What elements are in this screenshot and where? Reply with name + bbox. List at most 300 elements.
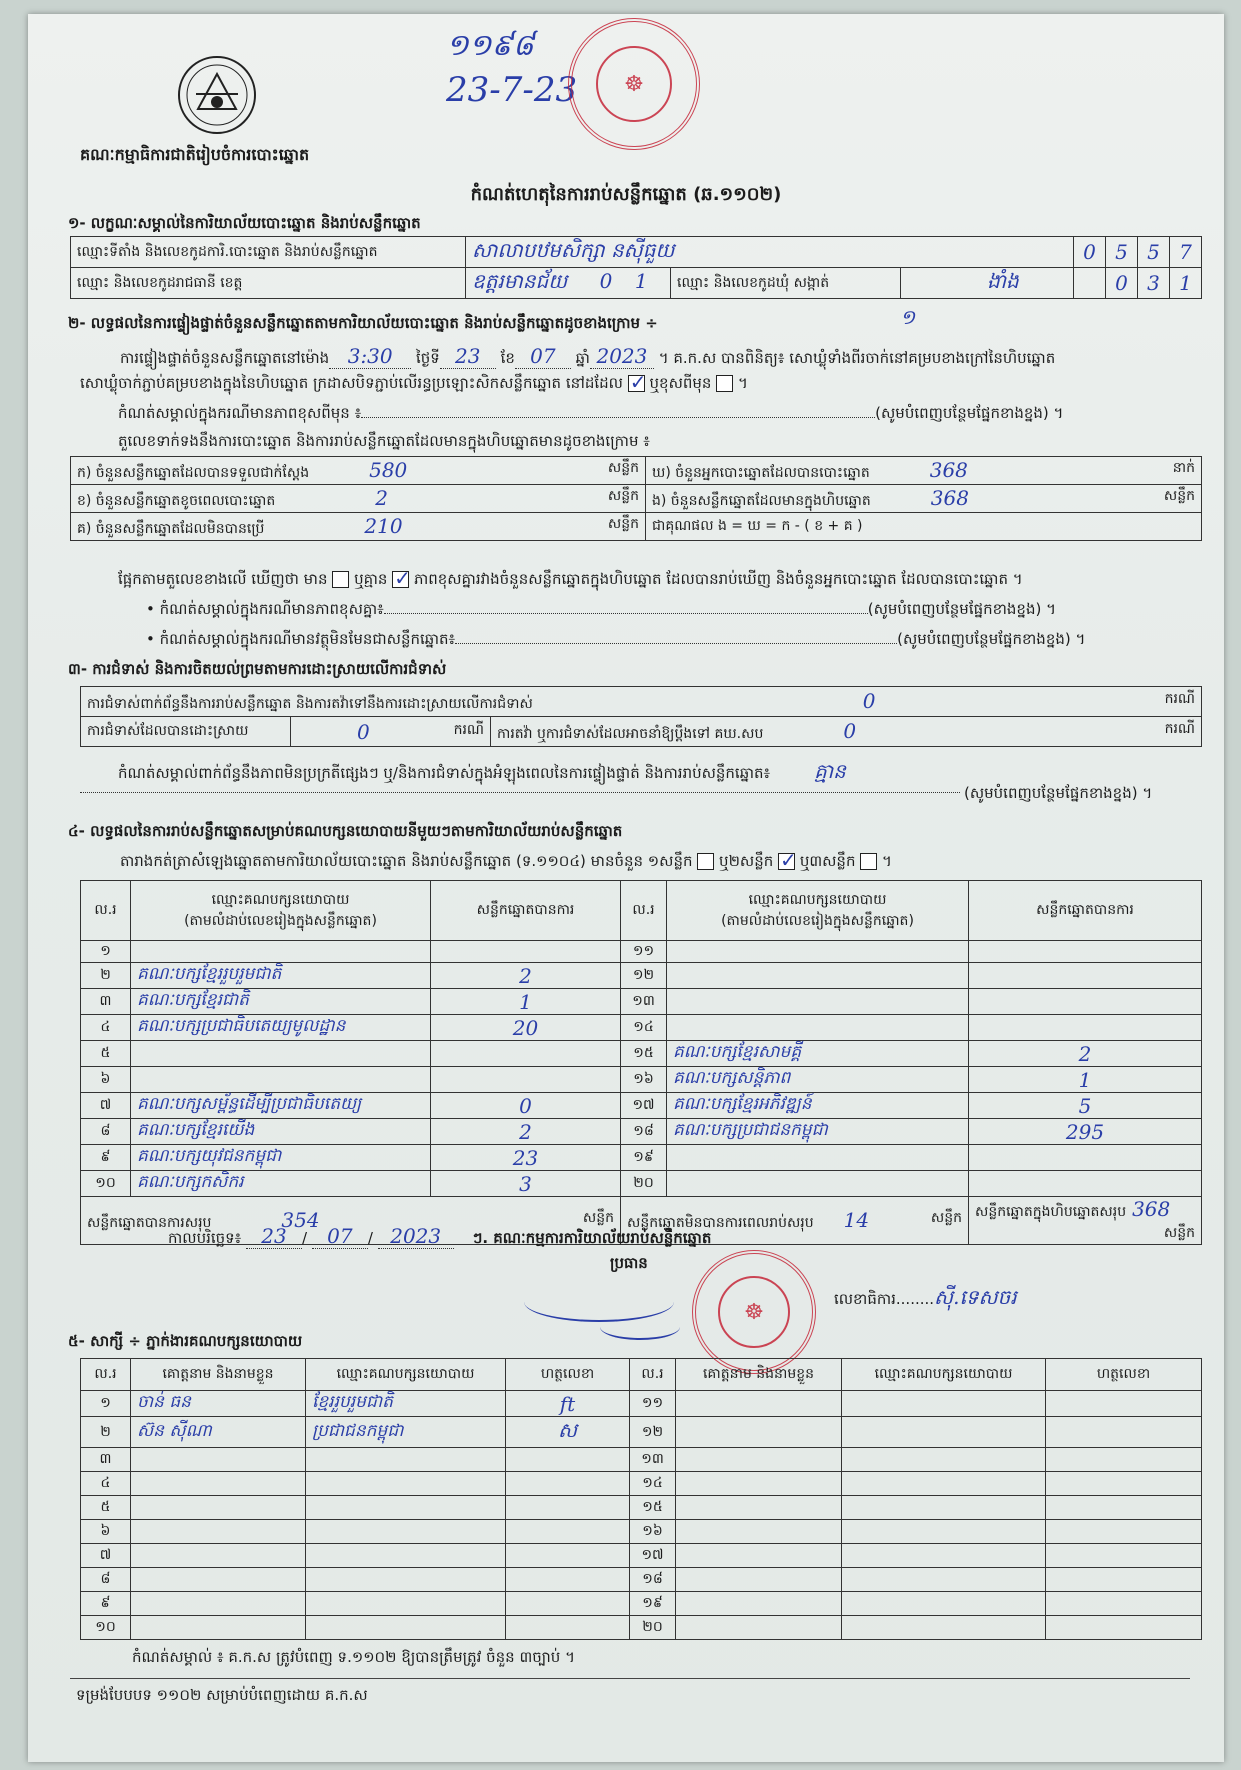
- witness-name-empty: [676, 1448, 842, 1472]
- witness-sign-empty: [1046, 1520, 1202, 1544]
- verify-day-label: ថ្ងៃទី: [415, 349, 440, 367]
- witness-sign-empty: [1046, 1592, 1202, 1616]
- witness-no: ៣: [81, 1448, 131, 1472]
- party-name: [667, 1015, 969, 1041]
- witness-sign-empty: [506, 1448, 630, 1472]
- witness-no: ៩: [81, 1592, 131, 1616]
- witness-row: [81, 1448, 1202, 1472]
- witness-party-empty: [306, 1544, 506, 1568]
- verification-line1: [120, 344, 1055, 371]
- col-no-left: ល.រ: [81, 881, 131, 941]
- row-no: ១៧: [621, 1093, 667, 1119]
- party-name: គណៈបក្សខ្មែរអភិវឌ្ឍន៍: [667, 1093, 969, 1119]
- witness-col-no-2: ល.រ: [630, 1359, 676, 1391]
- commune-label: ឈ្មោះ និងលេខកូដឃុំ សង្កាត់: [671, 268, 901, 299]
- ref-number: ១១៩៨: [446, 28, 534, 63]
- witness-party-empty: [842, 1496, 1046, 1520]
- witness-sign-empty: [506, 1496, 630, 1520]
- party-votes: 2: [969, 1041, 1202, 1067]
- total-valid-value: 354: [281, 1207, 320, 1232]
- section5-heading: ៥- សាក្សី ÷ ភ្នាក់ងារគណបក្សនយោបាយ: [68, 1332, 303, 1350]
- witness-party-empty: [306, 1520, 506, 1544]
- witness-name-empty: [131, 1520, 306, 1544]
- compare-none-label: ឬគ្មាន: [354, 570, 388, 588]
- date-year: 2023: [378, 1224, 454, 1249]
- two-sheets-label: ឬ២សន្លឹក: [719, 852, 774, 870]
- appeal-label: ការតវ៉ា ឬការជំទាស់ដែលអាចនាំឱ្យប្តឹងទៅ គឃ.សប: [497, 725, 764, 742]
- province-value: ឧត្តរមានជ័យ: [472, 269, 568, 293]
- table-row: [81, 1041, 1202, 1067]
- commune-value-cell: [901, 268, 1074, 299]
- witness-no: ៤: [81, 1472, 131, 1496]
- party-votes: [969, 1145, 1202, 1171]
- party-name: គណៈបក្សសន្តិភាព: [667, 1067, 969, 1093]
- col-party-right-sub: (តាមលំដាប់លេខរៀងក្នុងសន្លឹកឆ្នោត): [721, 912, 914, 929]
- witness-sign-empty: [506, 1520, 630, 1544]
- chair-label: ប្រធាន: [610, 1254, 648, 1272]
- row-no: ១៦: [621, 1067, 667, 1093]
- total-invalid-label: សន្លឹកឆ្នោតមិនបានការពេលរាប់សរុប: [627, 1214, 814, 1231]
- party-name: [131, 1067, 431, 1093]
- witness-signature: ស: [506, 1417, 630, 1448]
- changed-checkbox[interactable]: [716, 375, 733, 392]
- total-valid-label: សន្លឹកឆ្នោតបានការសរុប: [87, 1214, 212, 1231]
- location-code-1: 0: [1074, 237, 1106, 268]
- appeal-value: 0: [843, 718, 857, 743]
- row-no: ២: [81, 963, 131, 989]
- compare-has-label: ផ្អែកតាមតួលេខខាងលើ ឃើញថា មាន: [118, 570, 328, 588]
- verify-year-label: ឆ្នាំ: [575, 349, 590, 367]
- secretary-label: លេខាធិការ: [834, 1290, 896, 1308]
- witness-party: ខ្មែររួបរួមជាតិ: [306, 1391, 506, 1417]
- ref-date: 23-7-23: [446, 70, 578, 110]
- witness-row: [81, 1544, 1202, 1568]
- count-row-d: [646, 457, 1202, 485]
- witness-name-empty: [676, 1391, 842, 1417]
- witness-no: ១៣: [630, 1448, 676, 1472]
- stamp-center-icon-2: ☸: [718, 1276, 790, 1348]
- party-name: [667, 1171, 969, 1197]
- count-label-a: ក) ចំនួនសន្លឹកឆ្នោតដែលបានទទួលជាក់ស្តែង: [77, 464, 310, 481]
- verify-month: 07: [515, 344, 571, 369]
- irregularity-note-line: [118, 758, 846, 788]
- witness-row: [81, 1391, 1202, 1417]
- three-sheets-checkbox[interactable]: [860, 853, 877, 870]
- witness-sign-empty: [1046, 1472, 1202, 1496]
- table-row: [81, 1093, 1202, 1119]
- witness-sign-empty: [506, 1472, 630, 1496]
- witness-name-empty: [676, 1417, 842, 1448]
- commune-value: ងាំង: [987, 269, 1019, 293]
- appeal-cell: [491, 717, 1202, 747]
- witness-name-empty: [131, 1568, 306, 1592]
- fill-hint-2: (សូមបំពេញបន្ថែមផ្នែកខាងខ្នង) ។: [867, 600, 1056, 618]
- witness-no: ១៩: [630, 1592, 676, 1616]
- count-row-c: [71, 513, 646, 541]
- party-votes: 5: [969, 1093, 1202, 1119]
- count-value-a: 580: [369, 457, 408, 482]
- party-name: គណៈបក្សយុវជនកម្ពុជា: [131, 1145, 431, 1171]
- objection-table: [80, 686, 1202, 747]
- witness-name-empty: [131, 1616, 306, 1640]
- party-name: [131, 941, 431, 963]
- witness-sign-empty: [1046, 1496, 1202, 1520]
- seal-status-text: សោឃ្លុំចាក់ភ្ជាប់គម្របខាងក្នុងនៃហិបឆ្នោត ក្រដាសបិទភ្ជាប់លើរន្ធប្រឡោះសិកសន្លឹកឆ្នោត នៅដដែល: [80, 374, 623, 392]
- witness-party-empty: [842, 1592, 1046, 1616]
- count-label-b: ខ) ចំនួនសន្លឹកឆ្នោតខូចពេលបោះឆ្នោត: [77, 492, 276, 509]
- secretary-line: លេខាធិការ........ស៊ី.ទេសចរ: [834, 1285, 1017, 1309]
- party-name: [667, 941, 969, 963]
- witness-row: [81, 1520, 1202, 1544]
- col-party-left: [131, 881, 431, 941]
- col-votes-left: សន្លឹកឆ្នោតបានការ: [431, 881, 621, 941]
- party-name: គណៈបក្សខ្មែរជាតិ: [131, 989, 431, 1015]
- witness-no: ៦: [81, 1520, 131, 1544]
- witness-name-empty: [676, 1520, 842, 1544]
- difference-note-line: [118, 404, 1063, 426]
- count-row-e: [646, 485, 1202, 513]
- total-box-unit: សន្លឹក: [1163, 1225, 1195, 1241]
- witness-party-empty: [842, 1544, 1046, 1568]
- witness-no: ១៨: [630, 1568, 676, 1592]
- witness-row: [81, 1496, 1202, 1520]
- party-votes: [431, 941, 621, 963]
- witness-no: ៨: [81, 1568, 131, 1592]
- witness-sign-empty: [1046, 1616, 1202, 1640]
- party-votes: [969, 989, 1202, 1015]
- table-row: [81, 1067, 1202, 1093]
- row-no: ៩: [81, 1145, 131, 1171]
- objection-label: ការជំទាស់ពាក់ព័ន្ធនឹងការរាប់សន្លឹកឆ្នោត និងការតវ៉ាទៅនឹងការដោះស្រាយលើការជំទាស់: [87, 695, 533, 712]
- party-name: [667, 989, 969, 1015]
- witness-col-sign: ហត្ថលេខា: [506, 1359, 630, 1391]
- witness-party-empty: [842, 1417, 1046, 1448]
- col-party-right: [667, 881, 969, 941]
- table-row: [81, 1145, 1202, 1171]
- witness-signature: ft: [506, 1391, 630, 1417]
- verify-time-label: ការផ្ទៀងផ្ទាត់ចំនួនសន្លឹកឆ្នោតនៅម៉ោង: [120, 349, 330, 367]
- party-votes: [969, 941, 1202, 963]
- row-no: ១៤: [621, 1015, 667, 1041]
- section1-table: [70, 236, 1202, 299]
- party-votes: [969, 1171, 1202, 1197]
- stamp-center-icon: ☸: [596, 46, 673, 123]
- date-day: 23: [246, 1224, 302, 1249]
- commune-code-3: 1: [1170, 268, 1202, 299]
- party-name: គណៈបក្សកសិករ: [131, 1171, 431, 1197]
- witness-party-empty: [842, 1472, 1046, 1496]
- witness-party-empty: [306, 1472, 506, 1496]
- party-name: គណៈបក្សខ្មែររួបរួមជាតិ: [131, 963, 431, 989]
- location-label: ឈ្មោះទីតាំង និងលេខកូដការិ.បោះឆ្នោត និងរាប់សន្លឹកឆ្នោត: [71, 237, 466, 268]
- witness-col-no: ល.រ: [81, 1359, 131, 1391]
- witness-party: ប្រជាជនកម្ពុជា: [306, 1417, 506, 1448]
- verify-month-label: ខែ: [500, 349, 515, 367]
- difference-note-label: កំណត់សម្គាល់ក្នុងករណីមានភាពខុសពីមុន ៖: [118, 404, 362, 422]
- numbers-intro: តួលេខទាក់ទងនឹងការបោះឆ្នោត និងការរាប់សន្លឹកឆ្នោតដែលមានក្នុងហិបឆ្នោតមានដូចខាងក្រោម ៖: [118, 432, 650, 450]
- party-votes: 23: [431, 1145, 621, 1171]
- witness-name-empty: [676, 1568, 842, 1592]
- party-results-table: [80, 880, 1202, 1245]
- col-party-left-title: ឈ្មោះគណបក្សនយោបាយ: [211, 891, 350, 908]
- witness-party-empty: [842, 1448, 1046, 1472]
- party-name: [131, 1041, 431, 1067]
- one-sheet-checkbox[interactable]: [697, 853, 714, 870]
- bullet1-label: • កំណត់សម្គាល់ក្នុងករណីមានភាពខុសគ្នា៖: [146, 600, 384, 618]
- same-as-before-checkbox[interactable]: [628, 375, 645, 392]
- witness-sign-empty: [1046, 1544, 1202, 1568]
- col-party-left-sub: (តាមលំដាប់លេខរៀងក្នុងសន្លឹកឆ្នោត): [184, 912, 377, 929]
- location-value: សាលាបឋមសិក្សា នស៊ីធួយ: [472, 238, 675, 262]
- row-no: ១៥: [621, 1041, 667, 1067]
- section2-heading-value: ១: [900, 305, 916, 329]
- witness-party-empty: [306, 1448, 506, 1472]
- province-value-cell: [466, 268, 671, 299]
- witness-name-empty: [676, 1616, 842, 1640]
- count-unit-a: សន្លឹក: [607, 459, 639, 476]
- two-sheets-checkbox[interactable]: [778, 853, 795, 870]
- witness-col-name: គោត្តនាម និងនាមខ្លួន: [131, 1359, 306, 1391]
- row-no: ១៣: [621, 989, 667, 1015]
- party-name: គណៈបក្សប្រជាធិបតេយ្យមូលដ្ឋាន: [131, 1015, 431, 1041]
- party-name: [667, 1145, 969, 1171]
- witness-sign-empty: [506, 1616, 630, 1640]
- committee-name: គណៈកម្មាធិការជាតិរៀបចំការបោះឆ្នោត: [80, 145, 310, 164]
- party-name: គណៈបក្សសម្ព័ន្ធដើម្បីប្រជាធិបតេយ្យ: [131, 1093, 431, 1119]
- witness-sign-empty: [506, 1592, 630, 1616]
- irregularity-extra-line[interactable]: [80, 792, 960, 793]
- witness-name-empty: [131, 1592, 306, 1616]
- secretary-name: ស៊ី.ទេសចរ: [934, 1285, 1017, 1309]
- witness-name-empty: [676, 1472, 842, 1496]
- witness-sign-empty: [1046, 1391, 1202, 1417]
- party-votes: 20: [431, 1015, 621, 1041]
- row-no: ៨: [81, 1119, 131, 1145]
- row-no: ១០: [81, 1171, 131, 1197]
- party-name: គណៈបក្សខ្មែរសាមគ្គី: [667, 1041, 969, 1067]
- row-no: ១៨: [621, 1119, 667, 1145]
- witness-party-empty: [306, 1616, 506, 1640]
- witness-sign-empty: [506, 1544, 630, 1568]
- official-stamp-top: [568, 18, 700, 150]
- row-no: ៥: [81, 1041, 131, 1067]
- objection-value: 0: [862, 688, 876, 713]
- commune-code-2: 3: [1138, 268, 1170, 299]
- party-votes: 1: [969, 1067, 1202, 1093]
- sheet-count-label: តារាងកត់ត្រាសំឡេងឆ្នោតតាមការិយាល័យបោះឆ្នោត និងរាប់សន្លឹកឆ្នោត (ទ.១១០៤) មានចំនួន ១សន្លឹក: [120, 852, 693, 870]
- witness-no: ១១: [630, 1391, 676, 1417]
- irregularity-note-label: កំណត់សម្គាល់ពាក់ព័ន្ធនឹងភាពមិនប្រក្រតីផ្សេងៗ ឬ/និងការជំទាស់ក្នុងអំឡុងពេលនៃការផ្ទៀងផ្ទាត់ និងការរាប់សន្លឹកឆ្នោត៖: [118, 764, 771, 782]
- witness-no: ២: [81, 1417, 131, 1448]
- table-row: [81, 1015, 1202, 1041]
- party-votes: 295: [969, 1119, 1202, 1145]
- form-type-note: ទម្រង់បែបបទ ១១០២ សម្រាប់បំពេញដោយ គ.ក.ស: [76, 1686, 368, 1704]
- bullet1-field[interactable]: [384, 613, 868, 614]
- witness-party-empty: [842, 1568, 1046, 1592]
- witness-row: [81, 1616, 1202, 1640]
- party-votes: 2: [431, 963, 621, 989]
- row-no: ១៩: [621, 1145, 667, 1171]
- row-no: ៤: [81, 1015, 131, 1041]
- table-row: [81, 989, 1202, 1015]
- appeal-unit: ករណី: [1164, 720, 1195, 737]
- party-votes: 3: [431, 1171, 621, 1197]
- witness-no: ៧: [81, 1544, 131, 1568]
- party-votes: 1: [431, 989, 621, 1015]
- fill-hint-3: (សូមបំពេញបន្ថែមផ្នែកខាងខ្នង) ។: [897, 630, 1086, 648]
- irregularity-note-value: គ្មាន: [814, 759, 846, 783]
- counting-committee-label: ៗ. គណៈកម្មការការិយាល័យរាប់សន្លឹកឆ្នោត: [472, 1229, 712, 1247]
- row-no: ២០: [621, 1171, 667, 1197]
- witness-name-empty: [676, 1592, 842, 1616]
- bullet2-label: • កំណត់សម្គាល់ក្នុងករណីមានវត្ថុមិនមែនជាសន្លឹកឆ្នោត៖: [146, 630, 456, 648]
- witness-party-empty: [306, 1568, 506, 1592]
- verify-check-text: ។ គ.ក.ស បានពិនិត្យ៖ សោឃ្លុំទាំងពីរចាក់នៅគម្របខាងក្រៅនៃហិបឆ្នោត: [658, 349, 1056, 367]
- province-code-1: 0: [599, 269, 613, 293]
- table-row: [81, 1119, 1202, 1145]
- ballot-count-table: [70, 456, 1202, 541]
- objection-row1: [81, 687, 1202, 717]
- count-formula: ជាគុណផល ង = ឃ = ក - ( ខ + គ ): [646, 513, 1202, 541]
- col-party-right-title: ឈ្មោះគណបក្សនយោបាយ: [748, 891, 887, 908]
- col-votes-right: សន្លឹកឆ្នោតបានការ: [969, 881, 1202, 941]
- witness-name: ចាន់ ធន: [131, 1391, 306, 1417]
- fill-hint-4: (សូមបំពេញបន្ថែមផ្នែកខាងខ្នង) ។: [964, 784, 1153, 802]
- total-box-value: 368: [1132, 1197, 1171, 1221]
- row-no: ៦: [81, 1067, 131, 1093]
- sheet-count-line: តារាងកត់ត្រាសំឡេងឆ្នោតតាមការិយាល័យបោះឆ្នោត និងរាប់សន្លឹកឆ្នោត (ទ.១១០៤) មានចំនួន ១សន្លឹក ឬ២សន្លឹក ✓ ឬ៣សន្លឹក ។: [120, 852, 892, 874]
- official-stamp-bottom: [692, 1250, 816, 1374]
- three-sheets-label: ឬ៣សន្លឹក: [799, 852, 856, 870]
- witness-no: ១៦: [630, 1520, 676, 1544]
- party-votes: 2: [431, 1119, 621, 1145]
- total-invalid-value: 14: [843, 1207, 870, 1232]
- witness-party-empty: [842, 1391, 1046, 1417]
- witness-no: ៥: [81, 1496, 131, 1520]
- party-votes: [431, 1067, 621, 1093]
- verify-year: 2023: [590, 344, 654, 369]
- province-label: ឈ្មោះ និងលេខកូដរាជធានី ខេត្ត: [71, 268, 466, 299]
- witness-name-empty: [131, 1472, 306, 1496]
- date-line: កាលបរិច្ឆេទ៖ 23 / 07 / 2023 ៗ. គណៈកម្មការការិយាល័យរាប់សន្លឹកឆ្នោត: [168, 1224, 712, 1248]
- compare-description: ភាពខុសគ្នារវាងចំនួនសន្លឹកឆ្នោតក្នុងហិបឆ្នោត ដែលបានរាប់ឃើញ និងចំនួនអ្នកបោះឆ្នោត ដែលបានបោះឆ្នោត ។: [413, 570, 1023, 588]
- date-month: 07: [312, 1224, 368, 1249]
- count-unit-e: សន្លឹក: [1163, 487, 1195, 504]
- location-code-2: 5: [1106, 237, 1138, 268]
- commune-code-1: 0: [1106, 268, 1138, 299]
- row-no: ១១: [621, 941, 667, 963]
- commune-code-blank: [1074, 268, 1106, 299]
- witness-party-empty: [842, 1616, 1046, 1640]
- count-unit-d: នាក់: [1172, 459, 1195, 476]
- witness-col-name-2: គោត្តនាម និងនាមខ្លួន: [676, 1359, 842, 1391]
- has-difference-checkbox[interactable]: [332, 571, 349, 588]
- objection-unit: ករណី: [1164, 690, 1195, 707]
- party-name: គណៈបក្សប្រជាជនកម្ពុជា: [667, 1119, 969, 1145]
- resolved-label: ការជំទាស់ដែលបានដោះស្រាយ: [81, 717, 291, 747]
- witness-name-empty: [676, 1544, 842, 1568]
- chair-signature-2: [600, 1314, 680, 1340]
- witness-col-party: ឈ្មោះគណបក្សនយោបាយ: [306, 1359, 506, 1391]
- witness-row: [81, 1417, 1202, 1448]
- row-no: ១២: [621, 963, 667, 989]
- party-name: [667, 963, 969, 989]
- party-votes: 0: [431, 1093, 621, 1119]
- location-code-3: 5: [1138, 237, 1170, 268]
- witness-party-empty: [842, 1520, 1046, 1544]
- election-form-page: [28, 14, 1224, 1762]
- count-row-b: [71, 485, 646, 513]
- witness-no: ១០: [81, 1616, 131, 1640]
- party-votes: [969, 1015, 1202, 1041]
- bullet2-field[interactable]: [455, 643, 897, 644]
- count-label-e: ង) ចំនួនសន្លឹកឆ្នោតដែលមានក្នុងហិបឆ្នោត: [652, 492, 871, 509]
- nec-emblem-icon: [176, 54, 258, 136]
- row-no: ៣: [81, 989, 131, 1015]
- section3-heading: ៣- ការជំទាស់ និងការចិតយល់ព្រមតាមការដោះស្រាយលើការជំទាស់: [68, 660, 447, 678]
- count-row-a: [71, 457, 646, 485]
- count-value-b: 2: [375, 485, 388, 510]
- witness-no: ១៤: [630, 1472, 676, 1496]
- province-code-2: 1: [634, 269, 648, 293]
- table-row: [81, 963, 1202, 989]
- party-name: គណៈបក្សខ្មែរយើង: [131, 1119, 431, 1145]
- changed-label: ឬខុសពីមុន: [649, 374, 712, 392]
- no-difference-checkbox[interactable]: [392, 571, 409, 588]
- witness-no: ១៧: [630, 1544, 676, 1568]
- bullet2-line: [146, 630, 1085, 652]
- witness-sign-empty: [1046, 1417, 1202, 1448]
- resolved-value: 0: [357, 719, 370, 744]
- total-box-label: សន្លឹកឆ្នោតក្នុងហិបឆ្នោតសរុប: [975, 1204, 1127, 1220]
- footer-note: កំណត់សម្គាល់ ៖ គ.ក.ស ត្រូវបំពេញ ទ.១១០២ ឱ្យបានត្រឹមត្រូវ ចំនួន ៣ច្បាប់ ។: [132, 1648, 575, 1666]
- count-value-d: 368: [929, 457, 968, 482]
- witness-name-empty: [676, 1496, 842, 1520]
- resolved-unit: ករណី: [453, 721, 484, 738]
- witness-row: [81, 1472, 1202, 1496]
- fill-hint-1: (សូមបំពេញបន្ថែមផ្នែកខាងខ្នង) ។: [875, 404, 1064, 422]
- witness-col-sign-2: ហត្ថលេខា: [1046, 1359, 1202, 1391]
- witness-name: ស៊ន ស៊ីណា: [131, 1417, 306, 1448]
- witness-party-empty: [306, 1496, 506, 1520]
- witness-no: ១៥: [630, 1496, 676, 1520]
- difference-note-field[interactable]: [361, 417, 875, 418]
- section2-heading: ២- លទ្ធផលនៃការផ្ទៀងផ្ទាត់ចំនួនសន្លឹកឆ្នោតតាមការិយាល័យបោះឆ្នោត និងរាប់សន្លឹកឆ្នោតដូចខាងក្រោម ÷: [68, 314, 658, 332]
- footer-divider: [70, 1678, 1190, 1679]
- witness-table: [80, 1358, 1202, 1640]
- party-votes: [431, 1041, 621, 1067]
- count-value-e: 368: [930, 485, 969, 510]
- party-votes: [969, 963, 1202, 989]
- row-no: ១: [81, 941, 131, 963]
- witness-row: [81, 1592, 1202, 1616]
- witness-party-empty: [306, 1592, 506, 1616]
- compare-line: [118, 570, 1023, 592]
- witness-row: [81, 1568, 1202, 1592]
- verify-time: 3:30: [329, 344, 411, 369]
- witness-no: ១២: [630, 1417, 676, 1448]
- resolved-cell: [291, 717, 491, 747]
- col-no-right: ល.រ: [621, 881, 667, 941]
- table-row: [81, 1171, 1202, 1197]
- witness-name-empty: [131, 1448, 306, 1472]
- verify-day: 23: [440, 344, 496, 369]
- section1-heading: ១- លក្ខណៈសម្គាល់នៃការិយាល័យបោះឆ្នោត និងរាប់សន្លឹកឆ្នោត: [68, 214, 421, 232]
- witness-no: ២០: [630, 1616, 676, 1640]
- total-box-cell: [969, 1197, 1202, 1245]
- witness-name-empty: [131, 1496, 306, 1520]
- witness-col-party-2: ឈ្មោះគណបក្សនយោបាយ: [842, 1359, 1046, 1391]
